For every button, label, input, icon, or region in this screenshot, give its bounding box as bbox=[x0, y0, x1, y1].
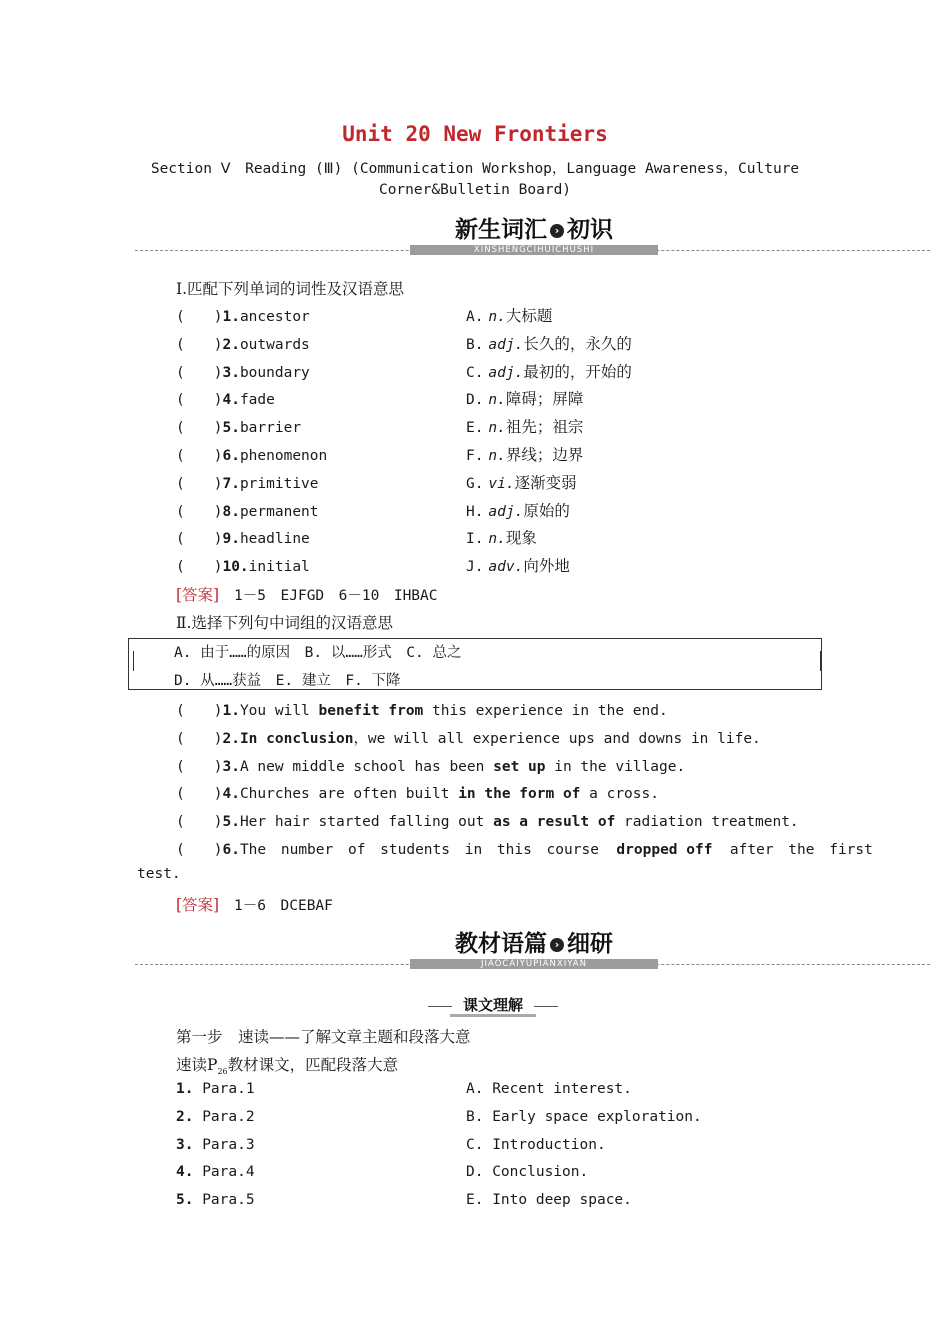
sentence-post: this experience in the end. bbox=[423, 703, 668, 719]
instruction-post: 教材课文，匹配段落大意 bbox=[227, 1056, 399, 1074]
meaning-text: 大标题 bbox=[505, 307, 553, 325]
main-idea-option bbox=[466, 1081, 632, 1097]
answer-paren: ( ) bbox=[176, 559, 223, 576]
answer-paren: ( ) bbox=[176, 475, 223, 492]
meaning-text: 逐渐变弱 bbox=[514, 473, 577, 492]
part-of-speech: adv. bbox=[488, 559, 524, 576]
subsection-label bbox=[428, 994, 558, 1016]
option-letter: H. bbox=[466, 503, 484, 520]
part-of-speech: adj. bbox=[488, 336, 524, 353]
option-letter: A. bbox=[466, 1081, 484, 1097]
main-idea-text: Conclusion. bbox=[492, 1164, 589, 1181]
banner-pinyin: XINSHENGCIHUICHUSHI bbox=[410, 245, 658, 255]
option-letter: I. bbox=[466, 531, 484, 548]
vocab-word: barrier bbox=[239, 420, 302, 437]
vocab-item bbox=[176, 305, 310, 326]
box-tick-right bbox=[820, 651, 821, 671]
options-line-1: A. 由于……的原因 B. 以……形式 C. 总之 bbox=[174, 645, 462, 661]
item-number: 1. bbox=[176, 1081, 194, 1097]
options-line-2: D. 从……获益 E. 建立 F. 下降 bbox=[174, 673, 401, 689]
answer-paren: ( ) bbox=[176, 503, 223, 520]
sentence-6-post: after the first bbox=[729, 842, 873, 858]
vocab-word: boundary bbox=[239, 364, 310, 381]
section-banner-text bbox=[135, 931, 930, 973]
sentence-post: ，we will all experience ups and downs in life. bbox=[353, 730, 761, 747]
answer-part2 bbox=[176, 893, 333, 915]
meaning-text: 界线；边界 bbox=[505, 446, 584, 464]
paragraph-item bbox=[176, 1137, 255, 1153]
vocab-word: initial bbox=[248, 559, 310, 576]
sentence-phrase: as a result of bbox=[493, 814, 616, 831]
meaning-option bbox=[466, 554, 570, 576]
page-title: Unit 20 New Frontiers bbox=[342, 122, 608, 146]
banner-pinyin: JIAOCAIYUPIANXIYAN bbox=[410, 959, 658, 969]
sentence-item bbox=[176, 699, 668, 720]
sentence-post: radiation treatment. bbox=[615, 814, 799, 831]
meaning-text: 原始的 bbox=[523, 501, 570, 520]
vocab-word: primitive bbox=[239, 475, 319, 492]
answer-paren: ( ) bbox=[176, 703, 223, 719]
item-number: 5. bbox=[222, 814, 240, 831]
option-letter: F. bbox=[466, 448, 484, 464]
item-number: 2. bbox=[222, 336, 240, 353]
banner-heading bbox=[410, 217, 658, 243]
sentence-post: a cross. bbox=[580, 786, 659, 803]
sentence-pre: Her hair started falling out bbox=[239, 814, 494, 831]
item-number: 1. bbox=[222, 703, 240, 719]
item-number: 6. bbox=[222, 842, 240, 858]
paragraph-label: Para.4 bbox=[202, 1164, 255, 1181]
answer-paren: ( ) bbox=[176, 786, 223, 803]
sentence-6-phrase: dropped off bbox=[616, 842, 713, 858]
option-letter: D. bbox=[466, 392, 484, 409]
paragraph-item bbox=[176, 1081, 255, 1097]
item-number: 3. bbox=[222, 758, 240, 775]
option-letter: E. bbox=[466, 1192, 484, 1209]
option-letter: B. bbox=[466, 1108, 484, 1125]
sentence-pre: You will bbox=[239, 703, 319, 719]
vocab-item bbox=[176, 527, 310, 548]
answer-paren: ( ) bbox=[176, 814, 223, 831]
meaning-text: 障碍；屏障 bbox=[505, 390, 584, 409]
banner-heading-right: 初识 bbox=[567, 217, 613, 243]
page-subscript: 26 bbox=[217, 1067, 228, 1077]
item-number: 3. bbox=[176, 1136, 194, 1153]
option-letter: J. bbox=[466, 559, 484, 576]
banner-heading bbox=[410, 931, 658, 957]
answer-paren: ( ) bbox=[176, 364, 223, 381]
vocab-item bbox=[176, 472, 319, 493]
sentence-pre: A new middle school has been bbox=[239, 758, 494, 775]
option-letter: D. bbox=[466, 1164, 484, 1181]
vocab-item bbox=[176, 416, 301, 437]
item-number: 10. bbox=[222, 559, 249, 576]
main-idea-option bbox=[466, 1192, 632, 1208]
item-number: 5. bbox=[176, 1192, 194, 1209]
vocab-item bbox=[176, 388, 275, 409]
sentence-item bbox=[176, 782, 659, 803]
sentence-pre: Churches are often built bbox=[239, 786, 459, 803]
meaning-option bbox=[466, 304, 552, 326]
instruction-pre: 速读P bbox=[176, 1056, 218, 1074]
vocab-item bbox=[176, 444, 327, 465]
sentence-item bbox=[176, 810, 799, 831]
answer-paren: ( ) bbox=[176, 758, 223, 775]
vocab-item bbox=[176, 500, 319, 521]
answer-paren: ( ) bbox=[176, 531, 223, 548]
meaning-option bbox=[466, 387, 583, 409]
vocab-item bbox=[176, 361, 310, 382]
item-number: 2. bbox=[222, 730, 240, 747]
item-number: 9. bbox=[222, 531, 240, 548]
item-number: 3. bbox=[222, 364, 240, 381]
step-heading: 第一步 速读——了解文章主题和段落大意 bbox=[176, 1028, 471, 1046]
section-subtitle-cont: Corner&Bulletin Board) bbox=[378, 182, 572, 198]
meaning-option bbox=[466, 471, 577, 493]
option-letter: G. bbox=[466, 475, 484, 492]
main-idea-option bbox=[466, 1137, 606, 1153]
answer-paren: ( ) bbox=[176, 448, 223, 464]
part-of-speech: adj. bbox=[488, 503, 524, 520]
sentence-6-pre: The number of students in this course bbox=[239, 842, 599, 858]
sentence-phrase: in the form of bbox=[458, 786, 581, 803]
vocab-word: phenomenon bbox=[239, 448, 328, 464]
meaning-text: 现象 bbox=[505, 529, 537, 548]
meaning-text: 长久的，永久的 bbox=[523, 334, 632, 353]
paragraph-label: Para.2 bbox=[202, 1108, 255, 1125]
instruction-part1: Ⅰ.匹配下列单词的词性及汉语意思 bbox=[176, 280, 405, 298]
item-number: 6. bbox=[222, 448, 240, 464]
answer-label: [答案] bbox=[176, 586, 220, 604]
part-of-speech: n. bbox=[488, 309, 506, 325]
answer-paren: ( ) bbox=[176, 336, 223, 353]
paragraph-item bbox=[176, 1109, 255, 1125]
answer-text: 1－5 EJFGD 6－10 IHBAC bbox=[234, 588, 438, 604]
meaning-option bbox=[466, 443, 583, 465]
part-of-speech: n. bbox=[488, 420, 506, 437]
paragraph-item bbox=[176, 1164, 255, 1180]
vocab-word: headline bbox=[239, 531, 310, 548]
sentence-item bbox=[176, 755, 685, 776]
vocab-word: outwards bbox=[239, 336, 310, 353]
part-of-speech: n. bbox=[488, 531, 506, 548]
vocab-word: permanent bbox=[239, 503, 319, 520]
instruction-part2: Ⅱ.选择下列句中词组的汉语意思 bbox=[176, 614, 393, 632]
item-number: 2. bbox=[176, 1108, 194, 1125]
sentence-phrase: In conclusion bbox=[239, 730, 354, 747]
part-of-speech: n. bbox=[488, 392, 506, 409]
banner-heading-left: 教材语篇 bbox=[455, 931, 547, 957]
meaning-text: 最初的，开始的 bbox=[523, 362, 632, 381]
item-number: 5. bbox=[222, 420, 240, 437]
paragraph-item bbox=[176, 1192, 255, 1208]
option-letter: E. bbox=[466, 420, 484, 437]
paragraph-label: Para.5 bbox=[202, 1192, 255, 1209]
main-idea-text: Recent interest. bbox=[492, 1081, 632, 1097]
part-of-speech: vi. bbox=[488, 475, 515, 492]
answer-text: 1－6 DCEBAF bbox=[234, 898, 333, 914]
sentence-phrase: set up bbox=[493, 758, 546, 775]
part-of-speech: adj. bbox=[488, 364, 524, 381]
sentence-item bbox=[176, 727, 761, 748]
main-idea-option bbox=[466, 1164, 588, 1180]
banner-heading-right: 细研 bbox=[567, 931, 613, 957]
section-banner-vocab bbox=[135, 217, 930, 259]
banner-heading-left: 新生词汇 bbox=[455, 217, 547, 243]
answer-paren: ( ) bbox=[176, 420, 223, 437]
vocab-word: fade bbox=[239, 392, 275, 409]
meaning-text: 向外地 bbox=[523, 557, 570, 576]
main-idea-option bbox=[466, 1109, 702, 1125]
item-number: 4. bbox=[222, 392, 240, 409]
answer-paren: ( ) bbox=[176, 842, 223, 858]
item-number: 8. bbox=[222, 503, 240, 520]
paragraph-label: Para.3 bbox=[202, 1136, 255, 1153]
answer-paren: ( ) bbox=[176, 309, 223, 325]
meaning-option bbox=[466, 526, 537, 548]
sentence-post: in the village. bbox=[545, 758, 686, 775]
option-letter: C. bbox=[466, 1136, 484, 1153]
meaning-option bbox=[466, 360, 632, 382]
item-number: 7. bbox=[222, 475, 240, 492]
vocab-item bbox=[176, 333, 310, 354]
meaning-text: 祖先；祖宗 bbox=[505, 418, 584, 437]
main-idea-text: Introduction. bbox=[492, 1136, 606, 1153]
subsection-label-text: 课文理解 bbox=[462, 996, 523, 1014]
item-number: 4. bbox=[222, 786, 240, 803]
vocab-item bbox=[176, 555, 310, 576]
part-of-speech: n. bbox=[488, 448, 506, 464]
main-idea-text: Into deep space. bbox=[492, 1192, 632, 1209]
main-idea-text: Early space exploration. bbox=[492, 1108, 702, 1125]
option-letter: C. bbox=[466, 364, 484, 381]
option-letter: B. bbox=[466, 336, 484, 353]
meaning-option bbox=[466, 499, 570, 521]
paragraph-label: Para.1 bbox=[202, 1081, 255, 1097]
answer-paren: ( ) bbox=[176, 730, 223, 747]
sentence-6 bbox=[176, 838, 873, 859]
meaning-option bbox=[466, 332, 632, 354]
vocab-word: ancestor bbox=[239, 309, 310, 325]
option-letter: A. bbox=[466, 309, 484, 325]
sentence-phrase: benefit from bbox=[318, 703, 424, 719]
box-tick-left bbox=[133, 651, 134, 671]
meaning-option bbox=[466, 415, 583, 437]
sentence-6-cont: test. bbox=[137, 866, 181, 882]
chevron-right-icon: › bbox=[550, 224, 564, 238]
section-subtitle: Section Ⅴ Reading (Ⅲ) (Communication Workshop，Language Awareness，Culture bbox=[150, 161, 800, 177]
item-number: 1. bbox=[222, 309, 240, 325]
step-instruction bbox=[176, 1053, 398, 1076]
answer-label: [答案] bbox=[176, 896, 220, 914]
item-number: 4. bbox=[176, 1164, 194, 1181]
answer-part1 bbox=[176, 583, 438, 605]
chevron-right-icon: › bbox=[550, 938, 564, 952]
answer-paren: ( ) bbox=[176, 392, 223, 409]
